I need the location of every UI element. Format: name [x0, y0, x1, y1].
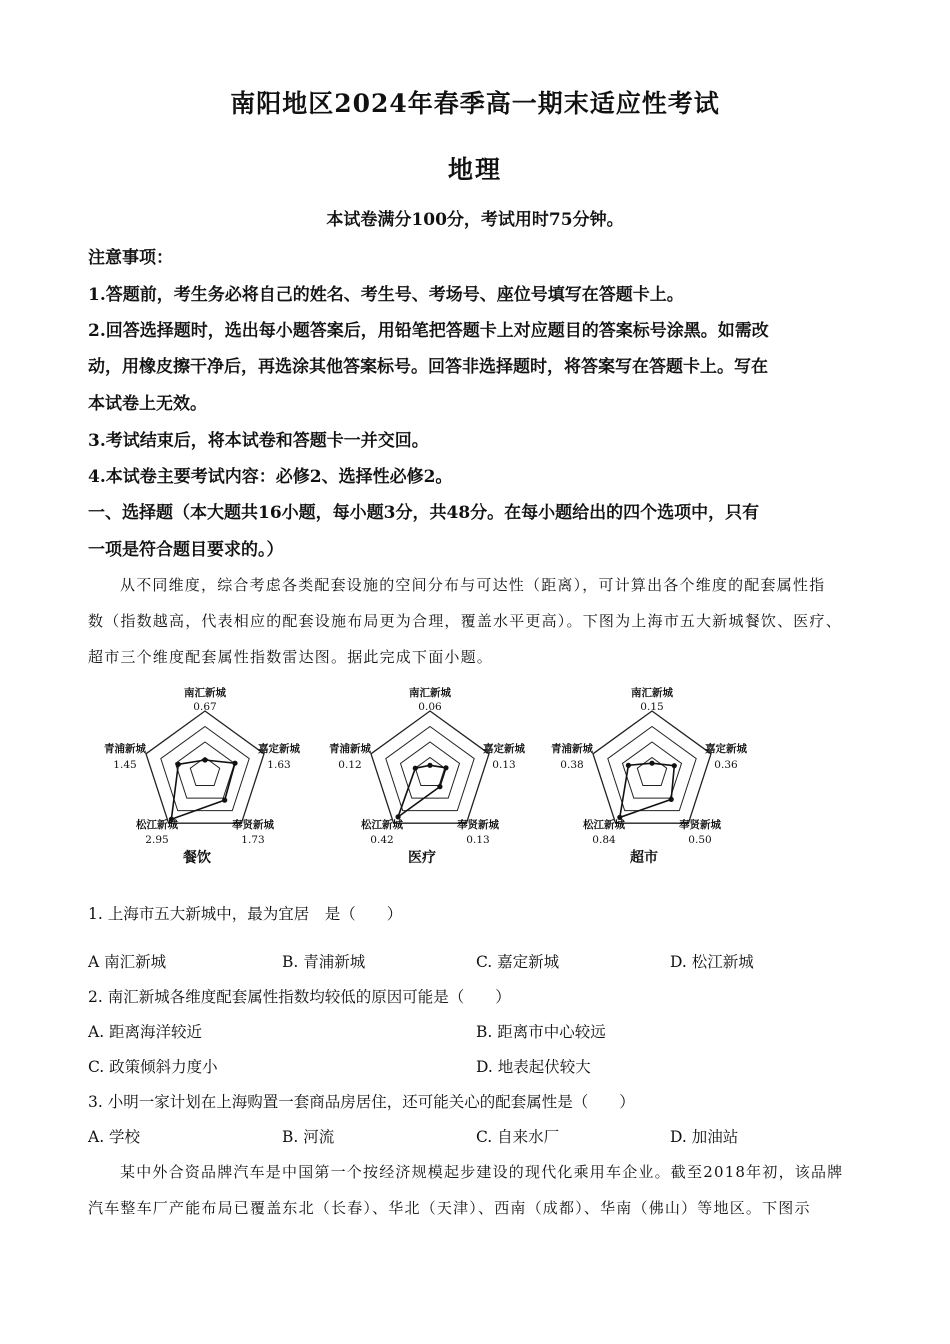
exam-title: 南阳地区2024年春季高一期末适应性考试 [230, 89, 720, 118]
radar-data-point [427, 763, 432, 768]
radar-axis-label: 青浦新城 [104, 743, 146, 755]
radar-grid-ring [401, 742, 460, 798]
radar-axis-label: 奉贤新城 [679, 819, 721, 831]
radar-value-label: 0.13 [492, 759, 516, 771]
question-3-option-b[interactable]: B. 河流 [282, 1128, 335, 1146]
question-3-option-c[interactable]: C. 自来水厂 [476, 1128, 560, 1146]
radar-data-point [222, 798, 227, 803]
radar-data-point [672, 763, 677, 768]
exam-meta: 本试卷满分100分，考试用时75分钟。 [326, 210, 624, 230]
radar-chart-title: 医疗 [408, 850, 436, 866]
radar-data-point [232, 761, 237, 766]
radar-value-label: 0.36 [714, 759, 738, 771]
radar-chart-medical [315, 680, 525, 870]
question-1-option-b[interactable]: B. 青浦新城 [282, 953, 366, 971]
radar-axis-label: 松江新城 [361, 819, 403, 831]
radar-axis-label: 南汇新城 [184, 687, 226, 699]
question-3-option-d[interactable]: D. 加油站 [670, 1128, 739, 1146]
radar-axis-label: 嘉定新城 [483, 743, 525, 755]
radar-data-point [669, 797, 674, 802]
note-item: 3.考试结束后，将本试卷和答题卡一并交回。 [88, 431, 429, 451]
note-item: 2.回答选择题时，选出每小题答案后，用铅笔把答题卡上对应题目的答案标号涂黑。如需改 [88, 321, 769, 341]
passage-line: 超市三个维度配套属性指数雷达图。据此完成下面小题。 [88, 648, 494, 666]
question-3-stem: 3. 小明一家计划在上海购置一套商品房居住，还可能关心的配套属性是（ ） [88, 1093, 635, 1111]
radar-chart-title: 餐饮 [183, 850, 211, 866]
note-item: 动，用橡皮擦干净后，再选涂其他答案标号。回答非选择题时，将答案写在答题卡上。写在 [88, 357, 768, 377]
radar-grid-ring [415, 758, 444, 786]
radar-axis-label: 奉贤新城 [232, 819, 274, 831]
radar-value-label: 0.67 [193, 701, 217, 713]
question-1-option-c[interactable]: C. 嘉定新城 [476, 953, 560, 971]
radar-value-label: 2.95 [145, 834, 169, 846]
radar-axis-label: 嘉定新城 [705, 743, 747, 755]
radar-grid-ring [176, 742, 235, 798]
section-heading-cont: 一项是符合题目要求的。） [88, 540, 284, 560]
note-item: 本试卷上无效。 [88, 394, 207, 414]
question-2-option-a[interactable]: A. 距离海洋较近 [88, 1023, 203, 1041]
radar-axis-label: 奉贤新城 [457, 819, 499, 831]
radar-value-label: 0.50 [688, 834, 712, 846]
radar-axis-label: 青浦新城 [551, 743, 593, 755]
radar-axis-label: 松江新城 [583, 819, 625, 831]
radar-data-point [202, 757, 207, 762]
note-item: 1.答题前，考生务必将自己的姓名、考生号、考场号、座位号填写在答题卡上。 [88, 285, 684, 305]
radar-axis-label: 嘉定新城 [258, 743, 300, 755]
note-item: 4.本试卷主要考试内容：必修2、选择性必修2。 [88, 467, 453, 487]
radar-chart-dining [90, 680, 300, 870]
radar-value-label: 1.63 [267, 759, 291, 771]
passage-line: 从不同维度，综合考虑各类配套设施的空间分布与可达性（距离），可计算出各个维度的配套属性指 [120, 576, 826, 594]
radar-data-point [626, 763, 631, 768]
radar-axis-label: 青浦新城 [329, 743, 371, 755]
radar-value-label: 0.38 [560, 759, 584, 771]
passage-line: 数（指数越高，代表相应的配套设施布局更为合理，覆盖水平更高）。下图为上海市五大新城餐饮、医疗、 [88, 612, 842, 630]
question-2-option-c[interactable]: C. 政策倾斜力度小 [88, 1058, 218, 1076]
question-2-option-b[interactable]: B. 距离市中心较远 [476, 1023, 606, 1041]
radar-value-label: 0.42 [370, 834, 394, 846]
question-1-stem: 1. 上海市五大新城中，最为宜居 是（ ） [88, 905, 403, 923]
radar-data-point [443, 765, 448, 770]
radar-data-point [649, 761, 654, 766]
question-2-option-d[interactable]: D. 地表起伏较大 [476, 1058, 591, 1076]
radar-axis-label: 松江新城 [136, 819, 178, 831]
radar-value-label: 0.12 [338, 759, 362, 771]
question-3-option-a[interactable]: A. 学校 [88, 1128, 141, 1146]
exam-subject: 地理 [447, 155, 502, 184]
radar-value-label: 1.45 [113, 759, 137, 771]
radar-chart-supermarket [537, 680, 747, 870]
radar-data-polygon [398, 765, 446, 817]
question-2-stem: 2. 南汇新城各维度配套属性指数均较低的原因可能是（ ） [88, 988, 511, 1006]
radar-value-label: 1.73 [241, 834, 265, 846]
question-1-option-a[interactable]: A 南汇新城 [88, 953, 167, 971]
radar-value-label: 0.15 [640, 701, 664, 713]
radar-data-point [413, 766, 418, 771]
radar-chart-title: 超市 [630, 850, 658, 866]
question-1-option-d[interactable]: D. 松江新城 [670, 953, 754, 971]
radar-data-point [437, 784, 442, 789]
radar-data-point [176, 762, 181, 767]
section-heading: 一、选择题（本大题共16小题，每小题3分，共48分。在每小题给出的四个选项中，只有 [88, 503, 760, 523]
passage-line: 某中外合资品牌汽车是中国第一个按经济规模起步建设的现代化乘用车企业。截至2018年初，该品牌 [120, 1163, 844, 1181]
passage-line: 汽车整车厂产能布局已覆盖东北（长春）、华北（天津）、西南（成都）、华南（佛山）等地区。下图示 [88, 1199, 811, 1217]
radar-value-label: 0.13 [466, 834, 490, 846]
radar-value-label: 0.84 [592, 834, 616, 846]
radar-value-label: 0.06 [418, 701, 442, 713]
radar-axis-label: 南汇新城 [631, 687, 673, 699]
notes-heading: 注意事项： [88, 248, 173, 268]
radar-axis-label: 南汇新城 [409, 687, 451, 699]
